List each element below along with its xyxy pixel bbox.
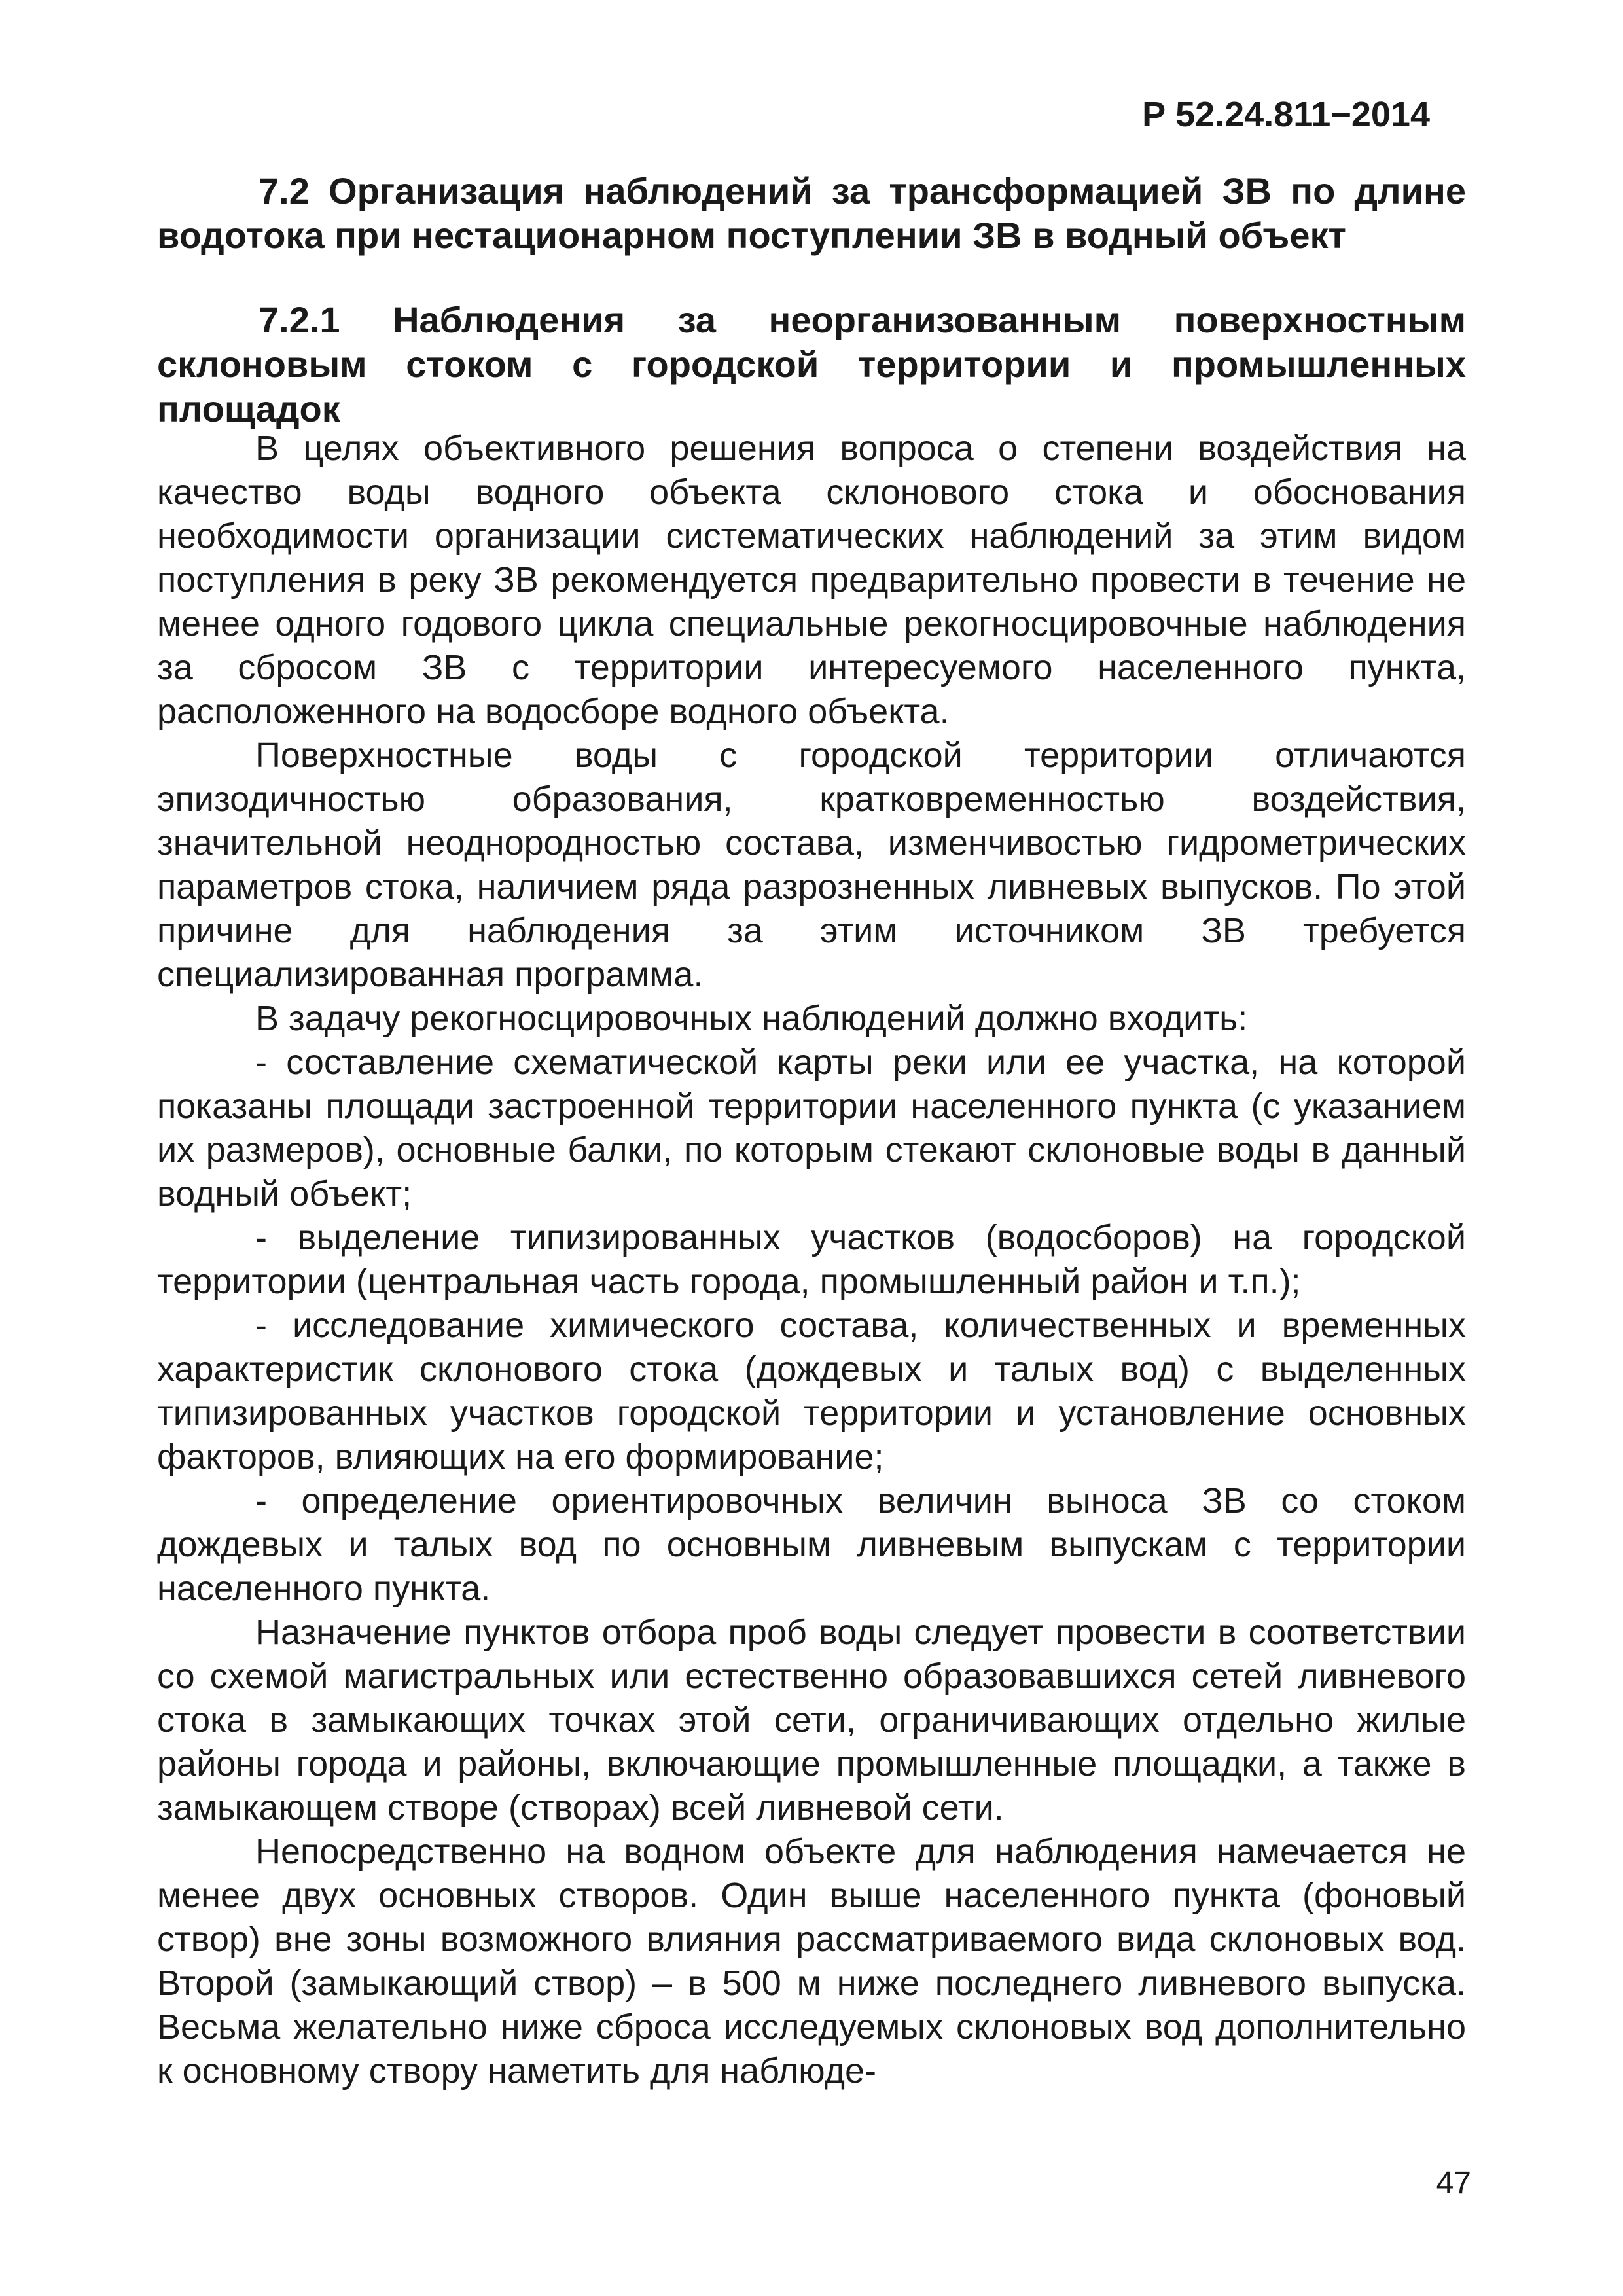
paragraph: Поверхностные воды с городской территории отличаются эпизодичностью образования, кратковременностью воздействия, значительной неоднородностью состава, изменчивостью гидрометрических параметров стока, наличием ряда разрозненных ливневых выпусков. По этой причине для наблюдения за этим источником ЗВ требуется специализированная программа. <box>157 736 1466 994</box>
paragraph: В целях объективного решения вопроса о степени воздействия на качество воды водного объекта склонового стока и обоснования необходимости организации систематических наблюдений за этим видом поступления в реку ЗВ рекомендуется предварительно провести в течение не менее одного годового цикла специальные рекогносцировочные наблюдения за сбросом ЗВ с территории интересуемого населенного пункта, расположенного на водосборе водного объекта. <box>157 429 1466 731</box>
list-item: - определение ориентировочных величин выноса ЗВ со стоком дождевых и талых вод по основным ливневым выпускам с территории населенного пункта. <box>157 1481 1466 1608</box>
list-item: - исследование химического состава, количественных и временных характеристик склонового стока (дождевых и талых вод) с выделенных типизированных участков городской территории и установление основных факторов, влияющих на его формирование; <box>157 1306 1466 1477</box>
document-code: Р 52.24.811−2014 <box>1142 95 1430 134</box>
subsection-title: 7.2.1 Наблюдения за неорганизованным поверхностным склоновым стоком с городской территории и промышленных площадок <box>157 299 1466 429</box>
page-number: 47 <box>1436 2166 1471 2200</box>
body-text <box>157 427 1466 2093</box>
list-item: - выделение типизированных участков (водосборов) на городской территории (центральная часть города, промышленный район и т.п.); <box>157 1218 1466 1301</box>
section-heading <box>157 169 1466 258</box>
paragraph: Назначение пунктов отбора проб воды следует провести в соответствии со схемой магистральных или естественно образовавшихся сетей ливневого стока в замыкающих точках этой сети, ограничивающих отдельно жилые районы города и районы, включающие промышленные площадки, а также в замыкающем створе (створах) всей ливневой сети. <box>157 1613 1466 1827</box>
subsection-heading <box>157 298 1466 431</box>
section-title: 7.2 Организация наблюдений за трансформацией ЗВ по длине водотока при нестационарном поступлении ЗВ в водный объект <box>157 170 1466 256</box>
paragraph: В задачу рекогносцировочных наблюдений должно входить: <box>255 999 1248 1038</box>
paragraph: Непосредственно на водном объекте для наблюдения намечается не менее двух основных створов. Один выше населенного пункта (фоновый створ) вне зоны возможного влияния рассматриваемого вида склоновых вод. Второй (замыкающий створ) – в 500 м ниже последнего ливневого выпуска. Весьма желательно ниже сброса исследуемых склоновых вод дополнительно к основному створу наметить для наблюде- <box>157 1832 1466 2090</box>
list-item: - составление схематической карты реки или ее участка, на которой показаны площади застроенной территории населенного пункта (с указанием их размеров), основные балки, по которым стекают склоновые воды в данный водный объект; <box>157 1043 1466 1213</box>
